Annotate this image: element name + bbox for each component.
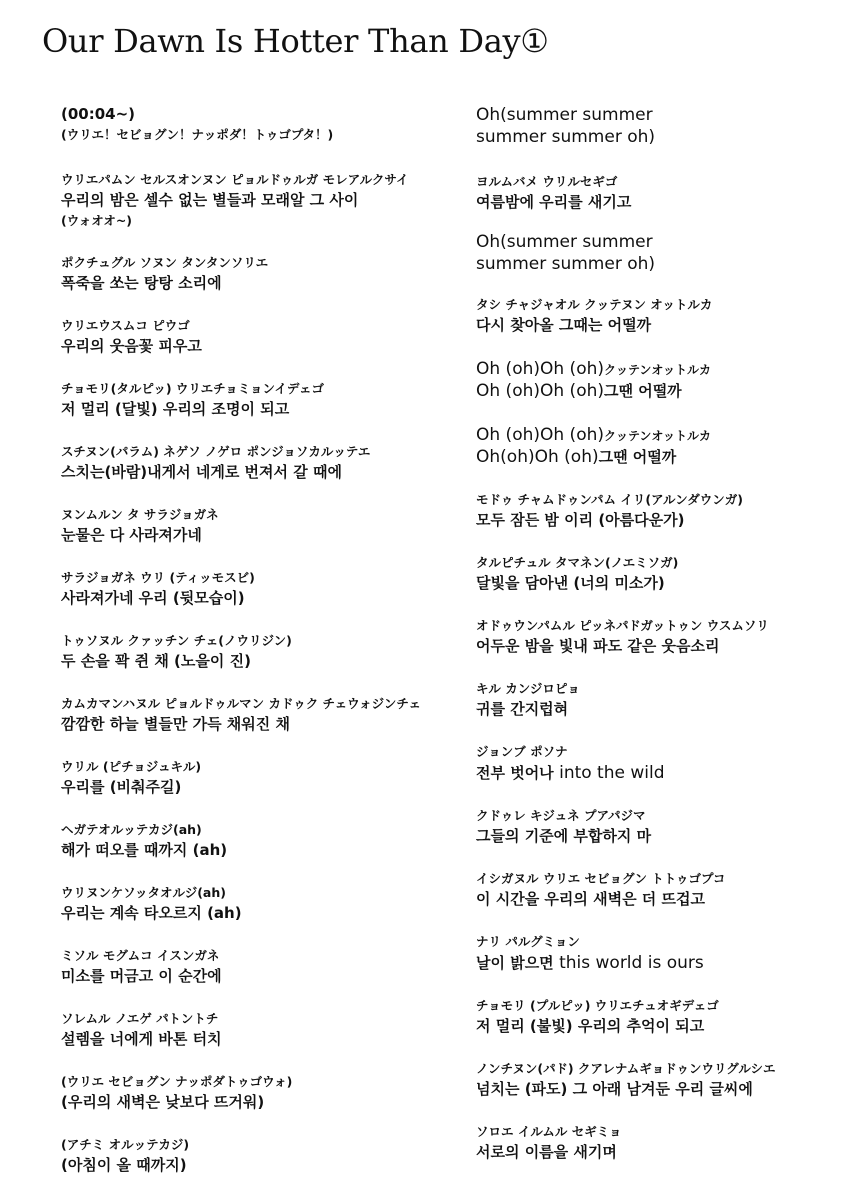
- lyric-line-english: Oh(summer summer: [476, 232, 653, 252]
- lyric-stanza: [476, 932, 836, 974]
- lyric-line-pronunciation: ノンチヌン(パド) クアレナムギョドゥンウリグルシエ: [476, 1061, 776, 1076]
- lyric-line-korean: 사라져가네 우리 (뒷모습이): [61, 589, 245, 607]
- lyric-line-pronunciation: (ウォオオ~): [61, 213, 133, 228]
- lyric-line-pronunciation: ウリエパムン セルスオンヌン ピョルドゥルガ モレアルクサイ: [61, 172, 409, 187]
- lyric-line-english: Oh (oh)Oh (oh)그땐 어떨까: [476, 381, 682, 401]
- lyric-line-pronunciation: タシ チャジャオル クッテヌン オットルカ: [476, 297, 713, 312]
- lyric-line-english: summer summer oh): [476, 127, 656, 147]
- lyric-line-english: Oh (oh)Oh (oh)クッテンオットルカ: [476, 359, 712, 379]
- lyric-stanza: [61, 694, 461, 735]
- lyric-line-korean: 폭죽을 쏘는 탕탕 소리에: [61, 274, 222, 292]
- lyric-stanza: [476, 553, 836, 594]
- lyric-line-korean: 우리의 웃음꽃 피우고: [61, 337, 202, 355]
- lyric-line-pronunciation: ジョンブ ポソナ: [476, 744, 568, 759]
- lyric-line-korean: 눈물은 다 사라져가네: [61, 526, 202, 544]
- lyric-line-pronunciation: ウリエウスムコ ピウゴ: [61, 318, 190, 333]
- lyric-line-korean: (아침이 올 때까지): [61, 1156, 187, 1174]
- lyric-line-korean: 서로의 이름을 새기며: [476, 1143, 617, 1161]
- lyric-line-korean: 저 멀리 (달빛) 우리의 조명이 되고: [61, 400, 290, 418]
- lyric-stanza: [61, 442, 461, 483]
- lyric-stanza: [476, 358, 836, 402]
- lyric-stanza: [61, 946, 461, 987]
- lyric-line-korean: 이 시간을 우리의 새벽은 더 뜨겁고: [476, 890, 705, 908]
- lyric-line-pronunciation: キル カンジロピョ: [476, 681, 580, 696]
- lyric-line-korean: 두 손을 꽉 쥔 채 (노을이 진): [61, 652, 251, 670]
- lyric-line-korean: 달빛을 담아낸 (너의 미소가): [476, 574, 665, 592]
- lyric-line-pronunciation: ミソル モグムコ イスンガネ: [61, 948, 220, 963]
- lyric-line-korean: 저 멀리 (불빛) 우리의 추억이 되고: [476, 1017, 705, 1035]
- lyric-line-korean: 전부 벗어나 into the wild: [476, 763, 665, 783]
- lyric-line-pronunciation: ヨルムバメ ウリルセギゴ: [476, 174, 618, 189]
- lyric-stanza: [61, 631, 461, 672]
- lyric-line-korean: 모두 잠든 밤 이리 (아름다운가): [476, 511, 685, 529]
- lyric-stanza: [476, 104, 836, 148]
- lyric-line-korean: 여름밤에 우리를 새기고: [476, 193, 632, 211]
- lyric-stanza: [61, 253, 461, 294]
- lyric-stanza: [476, 742, 836, 784]
- lyric-stanza: [476, 172, 836, 213]
- lyric-line-pronunciation: ウリル (ピチョジュキル): [61, 759, 202, 774]
- lyric-line-pronunciation: クドゥレ キジュネ プアパジマ: [476, 808, 646, 823]
- lyric-line-pronunciation: ポクチュグル ソヌン タンタンソリエ: [61, 255, 269, 270]
- lyric-stanza: [61, 379, 461, 420]
- lyric-line-pronunciation: タルピチュル タマネン(ノエミソガ): [476, 555, 679, 570]
- lyric-line-korean: (우리의 새벽은 낮보다 뜨거워): [61, 1093, 265, 1111]
- lyric-line-korean: 귀를 간지럽혀: [476, 700, 569, 718]
- lyric-stanza: [476, 424, 836, 468]
- lyric-line-korean: 우리는 계속 타오르지 (ah): [61, 904, 242, 922]
- lyric-line-english: Oh (oh)Oh (oh)クッテンオットルカ: [476, 425, 712, 445]
- lyric-line-pronunciation: ソレムル ノエゲ パトントチ: [61, 1011, 219, 1026]
- lyric-stanza: [476, 679, 836, 720]
- lyric-line-pronunciation: (ウリエ セビョグン ナッポダトゥゴウォ): [61, 1074, 293, 1089]
- lyric-stanza: [61, 316, 461, 357]
- lyric-line-korean: (00:04~): [61, 105, 136, 123]
- lyric-line-pronunciation: トゥソヌル クァッチン チェ(ノウリジン): [61, 633, 292, 648]
- lyrics-column-left: [61, 82, 461, 1176]
- lyric-line-pronunciation: (アチミ オルッテカジ): [61, 1137, 190, 1152]
- lyric-line-pronunciation: サラジョガネ ウリ (ティッモスビ): [61, 570, 255, 585]
- lyric-line-korean: 우리를 (비춰주길): [61, 778, 182, 796]
- lyric-stanza: [476, 806, 836, 847]
- lyric-stanza: [61, 1135, 461, 1176]
- lyric-stanza: [476, 295, 836, 336]
- lyric-line-pronunciation: スチヌン(パラム) ネゲソ ノゲロ ポンジョソカルッテエ: [61, 444, 371, 459]
- lyric-line-korean: 날이 밝으면 this world is ours: [476, 953, 704, 973]
- lyric-line-korean: 다시 찾아올 그때는 어떨까: [476, 316, 652, 334]
- lyric-line-pronunciation: (ウリエ！セビョグン！ナッポダ！トゥゴプタ！): [61, 127, 334, 142]
- lyric-stanza: [61, 1072, 461, 1113]
- lyric-line-pronunciation: イシガヌル ウリエ セビョグン トトゥゴプコ: [476, 871, 726, 886]
- lyric-line-english: summer summer oh): [476, 254, 656, 274]
- lyric-line-english: Oh(summer summer: [476, 105, 653, 125]
- lyric-stanza: [476, 616, 836, 657]
- lyric-stanza: [476, 1059, 836, 1100]
- lyric-stanza: [61, 1009, 461, 1050]
- lyric-line-korean: 어두운 밤을 빛내 파도 같은 웃음소리: [476, 637, 720, 655]
- lyric-stanza: [61, 104, 461, 145]
- lyric-line-pronunciation: ウリヌンケソッタオルジ(ah): [61, 885, 226, 900]
- lyric-line-pronunciation: モドゥ チャムドゥンパム イリ(アルンダウンガ): [476, 492, 743, 507]
- lyric-line-pronunciation: ナリ パルグミョン: [476, 934, 580, 949]
- lyric-line-korean: 넘치는 (파도) 그 아래 남겨둔 우리 글씨에: [476, 1080, 753, 1098]
- lyric-stanza: [476, 231, 836, 275]
- lyric-line-korean: 해가 떠오를 때까지 (ah): [61, 841, 228, 859]
- page-title: Our Dawn Is Hotter Than Day①: [42, 22, 549, 60]
- lyrics-column-right: [476, 82, 836, 1163]
- lyric-stanza: [61, 170, 461, 231]
- lyric-stanza: [476, 996, 836, 1037]
- lyric-line-pronunciation: チョモリ (プルピッ) ウリエチュオギデェゴ: [476, 998, 719, 1013]
- lyric-stanza: [61, 568, 461, 609]
- lyric-line-korean: 설렘을 너에게 바톤 터치: [61, 1030, 222, 1048]
- lyric-line-english: Oh(oh)Oh (oh)그땐 어떨까: [476, 447, 677, 467]
- lyric-line-pronunciation: チョモリ(タルピッ) ウリエチョミョンイデェゴ: [61, 381, 325, 396]
- lyric-line-korean: 스치는(바람)내게서 네게로 번져서 갈 때에: [61, 463, 342, 481]
- lyric-line-pronunciation: オドゥウンパムル ピッネパドガットゥン ウスムソリ: [476, 618, 769, 633]
- lyric-line-korean: 미소를 머금고 이 순간에: [61, 967, 222, 985]
- lyric-stanza: [61, 883, 461, 924]
- lyric-stanza: [61, 757, 461, 798]
- lyric-stanza: [476, 869, 836, 910]
- lyric-line-korean: 깜깜한 하늘 별들만 가득 채워진 채: [61, 715, 290, 733]
- lyric-stanza: [476, 1122, 836, 1163]
- lyric-stanza: [476, 490, 836, 531]
- lyric-line-korean: 그들의 기준에 부합하지 마: [476, 827, 652, 845]
- lyric-line-pronunciation: ヌンムルン タ サラジョガネ: [61, 507, 219, 522]
- lyric-stanza: [61, 505, 461, 546]
- lyric-line-pronunciation: カムカマンハヌル ピョルドゥルマン カドゥク チェウォジンチェ: [61, 696, 421, 711]
- lyric-stanza: [61, 820, 461, 861]
- lyric-line-korean: 우리의 밤은 셀수 없는 별들과 모래알 그 사이: [61, 191, 359, 209]
- lyric-line-pronunciation: ソロエ イルムル セギミョ: [476, 1124, 622, 1139]
- lyric-line-pronunciation: ヘガテオルッテカジ(ah): [61, 822, 202, 837]
